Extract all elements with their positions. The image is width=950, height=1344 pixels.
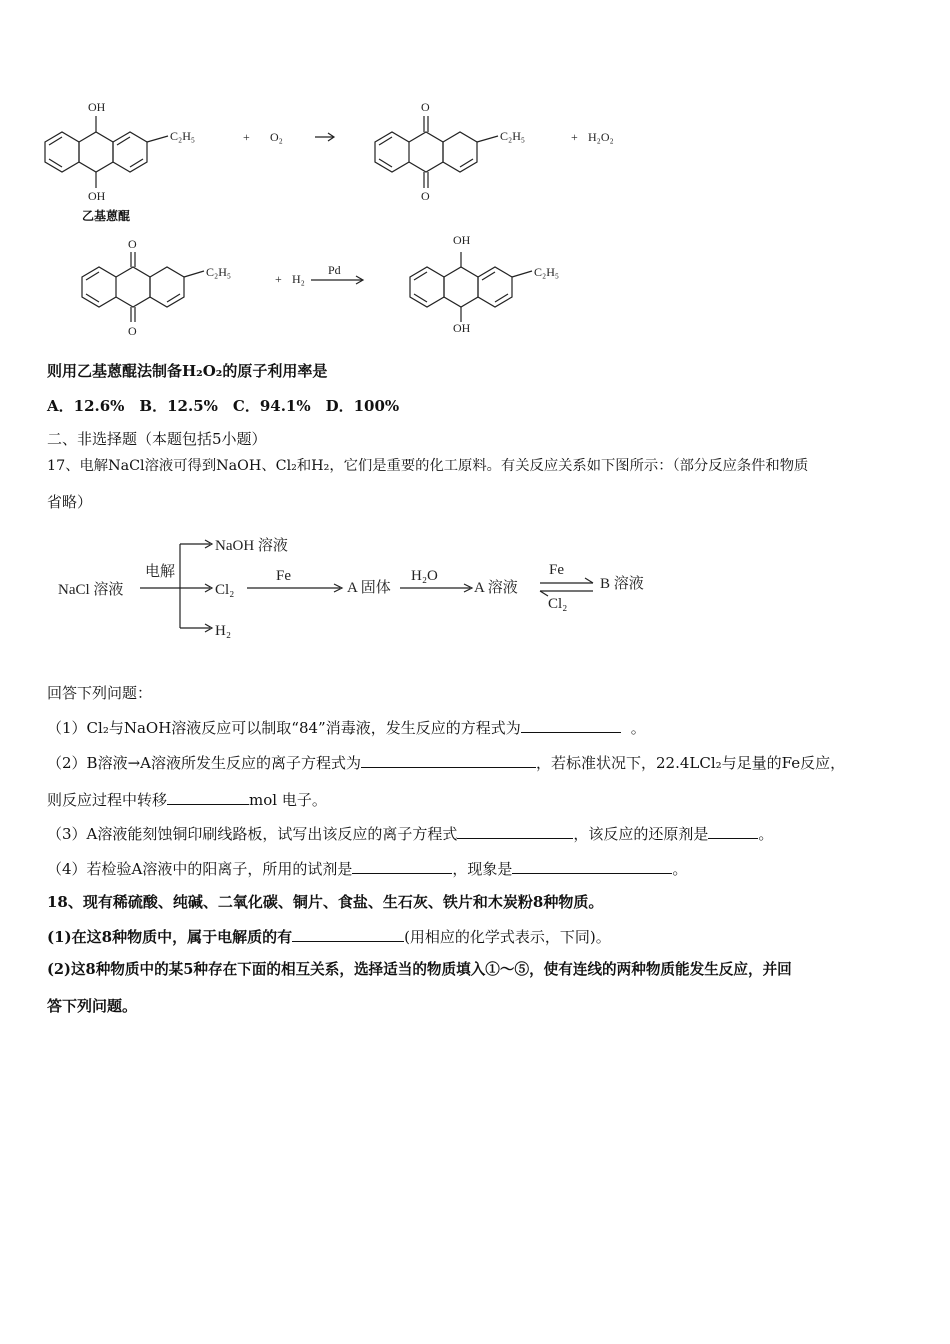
oh-top-label: OH <box>88 100 106 114</box>
q18-part1 <box>47 926 611 947</box>
ring-left <box>45 132 79 172</box>
q17-part2-text: （2）B溶液→A溶液所发生反应的离子方程式为 <box>47 754 361 772</box>
answer-blank[interactable] <box>352 858 452 874</box>
ethyl-label: C₂H₅ <box>206 265 232 279</box>
fe-reagent-label: Fe <box>276 568 291 584</box>
o-top-label: O <box>128 237 137 251</box>
ethyl-label: C₂H₅ <box>500 129 526 143</box>
q18-part1-text: (1)在这8种物质中，属于电解质的有 <box>47 928 293 946</box>
reaction-2-scheme <box>70 232 610 342</box>
q17-part3-text: ，该反应的还原剂是 <box>573 825 709 843</box>
answer-blank[interactable] <box>361 752 536 768</box>
a-solution-label: A 溶液 <box>474 580 518 596</box>
h2-label: H₂ <box>292 272 305 286</box>
o-top-label: O <box>421 100 430 114</box>
ring-right <box>113 132 147 172</box>
q17-part4-text: （4）若检验A溶液中的阳离子，所用的试剂是 <box>47 860 353 878</box>
b-solution-label: B 溶液 <box>600 576 644 592</box>
q17-part4 <box>47 858 687 879</box>
q17-part3 <box>47 823 773 844</box>
q17-part2-text: mol 电子。 <box>249 791 327 809</box>
reaction-1-scheme <box>30 90 650 230</box>
answer-intro: 回答下列问题： <box>47 684 153 702</box>
o2-label: O₂ <box>270 130 283 144</box>
h2o2-label: H₂O₂ <box>588 130 614 144</box>
cl2-label: Cl₂ <box>215 582 235 598</box>
plus-sign: + <box>571 130 578 144</box>
ring-middle <box>79 132 113 172</box>
section-heading: 二、非选择题（本题包括5小题） <box>47 430 267 448</box>
ethyl-label: C₂H₅ <box>534 265 560 279</box>
plus-sign: + <box>275 272 282 286</box>
oh-top-label: OH <box>453 233 471 247</box>
q17-part1-text: （1）Cl₂与NaOH溶液反应可以制取“84”消毒液，发生反应的方程式为 <box>47 719 521 737</box>
q17-part3-text: （3）A溶液能刻蚀铜印刷线路板，试写出该反应的离子方程式 <box>47 825 458 843</box>
answer-blank[interactable] <box>512 858 672 874</box>
q17-stem-line2: 省略） <box>47 493 93 511</box>
q18-stem: 18、现有稀硫酸、纯碱、二氧化碳、铜片、食盐、生石灰、铁片和木炭粉8种物质。 <box>47 893 604 911</box>
q17-part1-end: 。 <box>630 719 646 737</box>
q17-part2 <box>47 752 845 773</box>
oh-bottom-label: OH <box>453 321 471 335</box>
q18-part1-text: (用相应的化学式表示，下同)。 <box>404 928 611 946</box>
q17-part1 <box>47 717 646 738</box>
o-bottom-label: O <box>421 189 430 203</box>
q17-part2-text: ，若标准状况下，22.4LCl₂与足量的Fe反应， <box>535 754 846 772</box>
q17-part2-text: 则反应过程中转移 <box>47 791 168 809</box>
q18-part2-line2: 答下列问题。 <box>47 997 138 1015</box>
nacl-solution-label: NaCl 溶液 <box>58 582 124 598</box>
electrolysis-label: 电解 <box>145 564 176 580</box>
oh-bottom-label: OH <box>88 189 106 203</box>
h2-label: H₂ <box>215 623 232 639</box>
cl2-reagent-label: Cl₂ <box>548 596 568 612</box>
q17-part3-end: 。 <box>758 825 774 843</box>
a-solid-label: A 固体 <box>347 580 391 596</box>
h2o-reagent-label: H₂O <box>411 568 438 584</box>
fe-reagent-label: Fe <box>549 562 564 578</box>
answer-blank[interactable] <box>457 823 573 839</box>
plus-sign: + <box>243 130 250 144</box>
answer-blank[interactable] <box>708 823 758 839</box>
q17-part4-end: 。 <box>672 860 688 878</box>
ethyl-label: C₂H₅ <box>170 129 196 143</box>
answer-blank[interactable] <box>292 926 404 942</box>
q17-flow-diagram <box>50 528 670 648</box>
o-bottom-label: O <box>128 324 137 338</box>
naoh-solution-label: NaOH 溶液 <box>215 538 288 554</box>
answer-blank[interactable] <box>521 717 621 733</box>
q17-part2-cont <box>47 789 327 810</box>
q16-options: A．12.6% B．12.5% C．94.1% D．100% <box>47 397 400 415</box>
molecule-caption: 乙基蒽醌 <box>82 209 131 223</box>
q17-part4-text: ，现象是 <box>452 860 513 878</box>
q17-stem-line1: 17、电解NaCl溶液可得到NaOH、Cl₂和H₂，它们是重要的化工原料。有关反应关系如下图所示：（部分反应条件和物质 <box>47 458 809 474</box>
catalyst-label: Pd <box>328 263 341 277</box>
q16-stem: 则用乙基蒽醌法制备H₂O₂的原子利用率是 <box>47 362 328 380</box>
q18-part2-line1: (2)这8种物质中的某5种存在下面的相互关系，选择适当的物质填入①～⑤，使有连线的两种物质能发生反应，并回 <box>47 961 792 978</box>
answer-blank[interactable] <box>167 789 249 805</box>
